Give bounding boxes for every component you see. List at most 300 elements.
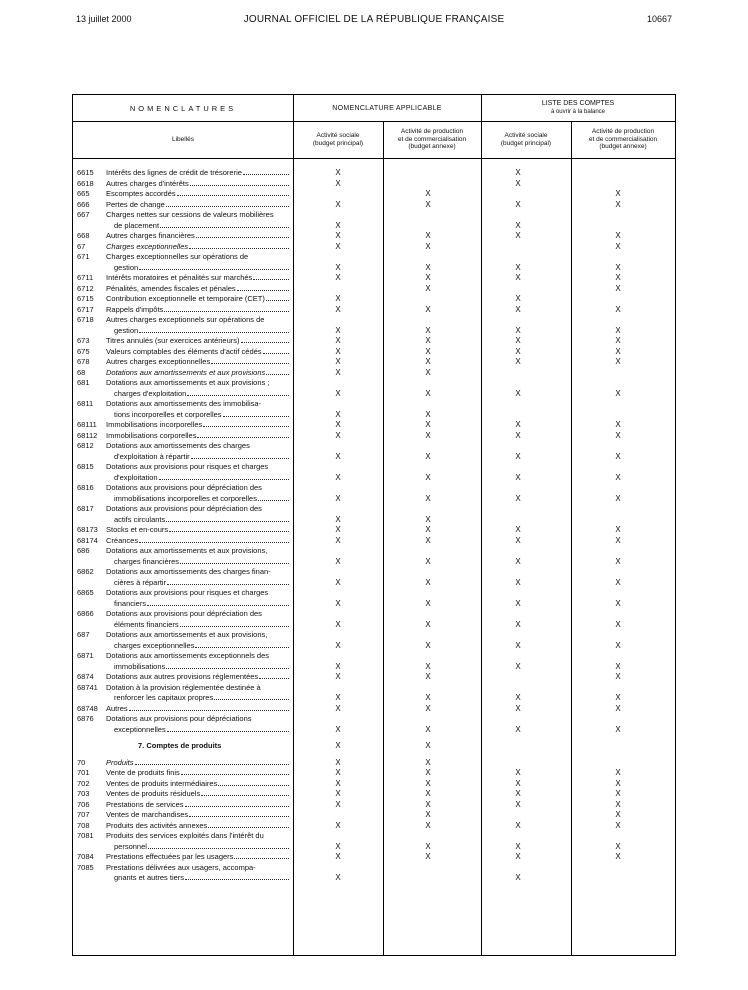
mark-social-principal-liste: X	[515, 168, 521, 177]
mark-production-annexe-liste: X	[615, 672, 621, 681]
mark-production-annexe: X	[425, 304, 431, 314]
section-title: 7. Comptes de produits	[138, 741, 222, 750]
mark-social-principal: X	[335, 168, 341, 177]
mark-production-annexe-liste: X	[615, 388, 621, 398]
account-label	[106, 852, 289, 863]
account-label	[106, 242, 289, 253]
mark-production-annexe: X	[425, 388, 431, 398]
page-header	[76, 14, 672, 28]
mark-social-principal-liste: X	[515, 693, 521, 702]
mark-production-annexe: X	[425, 852, 431, 861]
account-label	[106, 420, 289, 431]
account-label	[106, 431, 289, 442]
mark-production-annexe-liste: X	[615, 189, 621, 198]
label-text: Valeurs comptables des éléments d'actif cédés	[106, 346, 262, 356]
table-row	[73, 536, 675, 547]
mark-production-annexe: X	[425, 810, 431, 819]
table-row	[73, 378, 675, 399]
table-row	[73, 179, 675, 190]
account-label	[106, 863, 289, 884]
mark-social-principal: X	[335, 262, 341, 272]
label-line: Charges exceptionnelles sur opérations de	[106, 252, 249, 261]
account-label	[106, 189, 289, 200]
table-row	[73, 768, 675, 779]
mark-production-annexe: X	[425, 514, 431, 524]
table-row	[73, 810, 675, 821]
column-header-text: Activité de production	[591, 128, 655, 136]
label-line	[106, 189, 289, 200]
leader-dots	[189, 242, 289, 249]
account-code: 6866	[77, 609, 94, 618]
mark-production-annexe-liste: X	[615, 430, 621, 440]
mark-production-annexe-liste: X	[615, 661, 621, 671]
mark-social-principal: X	[335, 640, 341, 650]
column-header-social-principal-liste	[481, 121, 571, 158]
account-code: 6717	[77, 304, 94, 314]
table-row	[73, 609, 675, 630]
account-label	[106, 315, 289, 336]
account-label	[106, 441, 289, 462]
mark-production-annexe: X	[425, 367, 431, 377]
label-line: Prestations délivrées aux usagers, accompa-	[106, 862, 256, 872]
mark-social-principal: X	[335, 778, 341, 788]
mark-production-annexe: X	[425, 820, 431, 830]
mark-production-annexe: X	[425, 841, 431, 851]
mark-production-annexe-liste: X	[615, 420, 621, 429]
mark-social-principal-liste: X	[515, 598, 521, 608]
leader-dots	[263, 347, 289, 354]
mark-social-principal: X	[335, 852, 341, 861]
label-line	[106, 284, 289, 295]
mark-production-annexe-liste: X	[615, 768, 621, 777]
mark-production-annexe: X	[425, 789, 431, 798]
label-text: Prestations effectuées par les usagers	[106, 852, 234, 861]
mark-production-annexe: X	[425, 525, 431, 534]
account-code: 68112	[77, 430, 98, 440]
table-row	[73, 242, 675, 253]
mark-social-principal: X	[335, 556, 341, 566]
mark-production-annexe: X	[425, 189, 431, 198]
mark-social-principal: X	[335, 514, 341, 524]
account-code: 6712	[77, 283, 94, 293]
mark-social-principal: X	[335, 672, 341, 681]
group-header-nomenclatures	[73, 95, 293, 121]
mark-social-principal: X	[335, 768, 341, 777]
mark-production-annexe-liste: X	[615, 820, 621, 830]
account-label	[106, 683, 289, 704]
label-text: financiers	[114, 598, 147, 608]
account-code: 68741	[77, 682, 98, 692]
account-code: 686	[77, 546, 90, 555]
account-code: 667	[77, 210, 90, 219]
label-text: exceptionnelles	[114, 724, 166, 734]
mark-production-annexe-liste: X	[615, 619, 621, 629]
label-line: Dotations aux amortissements et aux provisions ;	[106, 378, 270, 387]
leader-dots	[237, 284, 289, 291]
label-line	[106, 452, 289, 463]
mark-production-annexe: X	[425, 420, 431, 429]
mark-production-annexe: X	[425, 262, 431, 272]
account-code: 6812	[77, 441, 94, 450]
label-line	[106, 336, 289, 347]
leader-dots	[201, 789, 289, 796]
label-text: Prestations de services	[106, 799, 184, 809]
mark-social-principal-liste: X	[515, 346, 521, 356]
leader-dots	[181, 768, 289, 775]
mark-social-principal: X	[335, 619, 341, 629]
account-label	[106, 630, 289, 651]
mark-social-principal: X	[335, 724, 341, 734]
table-row	[73, 305, 675, 316]
mark-social-principal: X	[335, 841, 341, 851]
label-line	[106, 368, 289, 379]
table-row	[73, 852, 675, 863]
leader-dots	[191, 452, 289, 459]
mark-production-annexe: X	[425, 768, 431, 777]
leader-dots	[169, 525, 289, 532]
mark-production-annexe: X	[425, 672, 431, 681]
mark-production-annexe-liste: X	[615, 325, 621, 335]
table-body	[73, 168, 675, 884]
mark-social-principal: X	[335, 199, 341, 209]
table-row	[73, 546, 675, 567]
leader-dots	[214, 693, 289, 700]
mark-social-principal: X	[335, 294, 341, 303]
mark-social-principal: X	[335, 535, 341, 545]
account-code: 687	[77, 630, 90, 639]
label-text: gnants et autres tiers	[114, 873, 185, 882]
table-row	[73, 441, 675, 462]
label-line	[106, 536, 289, 547]
label-line	[106, 842, 289, 853]
mark-social-principal-liste: X	[515, 799, 521, 809]
label-text: gestion	[114, 325, 139, 335]
column-header-text: Activité sociale	[504, 132, 548, 139]
label-text: Pénalités, amendes fiscales et pénales	[106, 283, 236, 293]
label-line	[106, 779, 289, 790]
mark-social-principal: X	[335, 757, 341, 767]
label-line	[106, 725, 289, 736]
account-code: 6817	[77, 504, 94, 513]
label-text: d'exploitation	[114, 472, 158, 482]
label-text: Ventes de produits intermédiaires	[106, 778, 218, 788]
mark-production-annexe: X	[425, 430, 431, 440]
label-line	[106, 273, 289, 284]
mark-social-principal: X	[335, 741, 341, 750]
label-line	[106, 420, 289, 431]
table-row	[73, 347, 675, 358]
mark-social-principal: X	[335, 220, 341, 230]
leader-dots	[234, 852, 289, 859]
account-code: 6811	[77, 399, 94, 408]
account-code: 708	[77, 820, 90, 830]
mark-social-principal-liste: X	[515, 357, 521, 366]
mark-social-principal-liste: X	[515, 294, 521, 303]
mark-production-annexe-liste: X	[615, 577, 621, 587]
label-text: charges financières	[114, 556, 180, 566]
mark-social-principal-liste: X	[515, 640, 521, 650]
label-text: Ventes de marchandises	[106, 810, 189, 819]
mark-social-principal: X	[335, 178, 341, 188]
leader-dots	[167, 725, 289, 732]
label-line	[106, 693, 289, 704]
label-text: Autres	[106, 703, 128, 713]
label-text: Stocks et en-cours	[106, 525, 169, 534]
mark-social-principal: X	[335, 336, 341, 345]
mark-production-annexe-liste: X	[615, 693, 621, 702]
column-header-production-annexe	[383, 121, 481, 158]
mark-social-principal: X	[335, 325, 341, 335]
mark-social-principal-liste: X	[515, 852, 521, 861]
account-label	[106, 252, 289, 273]
page-date: 13 juillet 2000	[76, 14, 132, 24]
mark-production-annexe: X	[425, 273, 431, 282]
account-label	[106, 231, 289, 242]
mark-social-principal-liste: X	[515, 535, 521, 545]
table-row	[73, 357, 675, 368]
label-line	[106, 810, 289, 821]
account-label	[106, 831, 289, 852]
label-text: Contribution exceptionnelle et temporaire (CET)	[106, 294, 265, 303]
leader-dots	[185, 800, 289, 807]
account-code: 6816	[77, 483, 94, 492]
mark-production-annexe-liste: X	[615, 273, 621, 282]
mark-production-annexe: X	[425, 409, 431, 419]
mark-social-principal-liste: X	[515, 661, 521, 671]
account-label	[106, 284, 289, 295]
mark-social-principal-liste: X	[515, 525, 521, 534]
leader-dots	[197, 431, 289, 438]
mark-social-principal: X	[335, 598, 341, 608]
label-line	[106, 389, 289, 400]
leader-dots	[196, 231, 289, 238]
mark-production-annexe: X	[425, 325, 431, 335]
mark-production-annexe-liste: X	[615, 556, 621, 566]
mark-social-principal: X	[335, 661, 341, 671]
table-row	[73, 483, 675, 504]
column-header-text: Activité de production	[400, 128, 464, 136]
leader-dots	[180, 557, 289, 564]
label-line	[106, 873, 289, 884]
mark-production-annexe-liste: X	[615, 703, 621, 713]
account-label	[106, 588, 289, 609]
group-header-applicable	[293, 95, 481, 121]
label-text: immobilisations	[114, 661, 166, 671]
label-line	[106, 768, 289, 779]
label-line	[106, 557, 289, 568]
account-label	[106, 462, 289, 483]
account-label	[106, 294, 289, 305]
label-line: Dotation à la provision réglementée destinée à	[106, 682, 261, 692]
table-row	[73, 284, 675, 295]
mark-social-principal-liste: X	[515, 724, 521, 734]
mark-production-annexe-liste: X	[615, 357, 621, 366]
mark-social-principal-liste: X	[515, 768, 521, 777]
account-code: 68	[77, 367, 86, 377]
table-row	[73, 651, 675, 672]
leader-dots	[185, 873, 289, 880]
mark-social-principal-liste: X	[515, 873, 521, 882]
table-row	[73, 200, 675, 211]
mark-social-principal-liste: X	[515, 273, 521, 282]
table-row	[73, 231, 675, 242]
account-code: 68111	[77, 420, 97, 429]
label-line: Dotations aux amortissements des charges finan-	[106, 567, 271, 576]
account-label	[106, 305, 289, 316]
mark-production-annexe-liste: X	[615, 472, 621, 482]
group-header-liste	[481, 95, 675, 121]
label-line	[106, 758, 289, 769]
group-header-text: NOMENCLATURES	[129, 103, 237, 113]
label-text: Immobilisations incorporelles	[106, 420, 203, 429]
mark-social-principal-liste: X	[515, 430, 521, 440]
leader-dots	[167, 578, 289, 585]
nomenclature-table	[72, 94, 676, 956]
mark-production-annexe-liste: X	[615, 262, 621, 272]
account-code: 701	[77, 768, 90, 777]
label-text: Ventes de produits résiduels	[106, 789, 201, 798]
table-row	[73, 525, 675, 536]
table-row	[73, 779, 675, 790]
table-row	[73, 758, 675, 769]
account-code: 668	[77, 231, 90, 240]
account-label	[106, 357, 289, 368]
label-text: Dotations aux autres provisions réglementées	[106, 672, 259, 681]
mark-production-annexe: X	[425, 619, 431, 629]
mark-production-annexe-liste: X	[615, 199, 621, 209]
mark-social-principal: X	[335, 703, 341, 713]
table-row	[73, 273, 675, 284]
label-text: Produits	[106, 757, 134, 767]
account-label	[106, 536, 289, 547]
label-line: Dotations aux provisions pour dépréciations	[106, 714, 252, 723]
mark-production-annexe: X	[425, 472, 431, 482]
mark-production-annexe: X	[425, 556, 431, 566]
account-label	[106, 210, 289, 231]
column-header-text: et de commercialisation	[588, 135, 658, 143]
label-line	[106, 515, 289, 526]
mark-social-principal: X	[335, 693, 341, 702]
column-header-text: (budget annexe)	[599, 143, 647, 151]
account-code: 671	[77, 252, 90, 261]
account-code: 675	[77, 346, 90, 356]
mark-social-principal-liste: X	[515, 336, 521, 345]
label-line	[106, 326, 289, 337]
mark-social-principal-liste: X	[515, 472, 521, 482]
account-label	[106, 347, 289, 358]
mark-social-principal: X	[335, 409, 341, 419]
leader-dots	[177, 189, 289, 196]
account-label	[106, 179, 289, 190]
mark-production-annexe: X	[425, 283, 431, 293]
account-code: 6874	[77, 672, 94, 681]
mark-production-annexe: X	[425, 451, 431, 461]
mark-social-principal: X	[335, 346, 341, 356]
column-header-text: (budget annexe)	[408, 143, 456, 151]
group-header-subtext: à ouvrir à la balance	[550, 109, 606, 115]
label-line	[106, 672, 289, 683]
label-line	[106, 852, 289, 863]
mark-social-principal: X	[335, 241, 341, 251]
leader-dots	[189, 810, 289, 817]
label-text: personnel	[114, 841, 147, 851]
account-label	[106, 399, 289, 420]
label-line	[106, 347, 289, 358]
account-label	[106, 821, 289, 832]
table-row	[73, 189, 675, 200]
column-header-text: Libellés	[171, 135, 195, 143]
leader-dots	[159, 473, 289, 480]
mark-production-annexe-liste: X	[615, 724, 621, 734]
account-label	[106, 714, 289, 735]
mark-production-annexe-liste: X	[615, 535, 621, 545]
mark-social-principal: X	[335, 577, 341, 587]
label-text: Vente de produits finis	[106, 768, 180, 777]
label-line	[106, 431, 289, 442]
leader-dots	[139, 263, 289, 270]
mark-production-annexe: X	[425, 336, 431, 345]
label-line	[106, 473, 289, 484]
mark-social-principal: X	[335, 799, 341, 809]
table-row	[73, 672, 675, 683]
label-line: Dotations aux provisions pour dépréciation des	[106, 609, 262, 618]
leader-dots	[266, 368, 289, 375]
table-row	[73, 588, 675, 609]
table-row	[73, 821, 675, 832]
column-header-text: (budget principal)	[312, 139, 364, 147]
table-row	[73, 567, 675, 588]
account-code: 707	[77, 810, 90, 819]
label-text: Autres charges exceptionnelles	[106, 357, 211, 366]
label-line	[106, 525, 289, 536]
mark-production-annexe: X	[425, 598, 431, 608]
mark-production-annexe-liste: X	[615, 789, 621, 798]
mark-social-principal-liste: X	[515, 325, 521, 335]
account-label	[106, 567, 289, 588]
table-row	[73, 462, 675, 483]
table-row	[73, 630, 675, 651]
mark-social-principal-liste: X	[515, 231, 521, 240]
label-line: Dotations aux amortissements des charges	[106, 441, 250, 450]
mark-social-principal: X	[335, 873, 341, 882]
mark-production-annexe: X	[425, 357, 431, 366]
mark-production-annexe-liste: X	[615, 346, 621, 356]
mark-social-principal: X	[335, 420, 341, 429]
label-text: Charges exceptionnelles	[106, 241, 189, 251]
mark-production-annexe-liste: X	[615, 231, 621, 240]
account-code: 702	[77, 778, 90, 788]
table-row	[73, 252, 675, 273]
account-label	[106, 704, 289, 715]
mark-social-principal-liste: X	[515, 703, 521, 713]
column-header-social-principal	[293, 121, 383, 158]
label-line: Dotations aux provisions pour risques et charges	[106, 462, 269, 471]
leader-dots	[148, 842, 289, 849]
column-header-text: Activité sociale	[316, 132, 360, 139]
table-row	[73, 714, 675, 735]
leader-dots	[266, 294, 289, 301]
label-line	[106, 357, 289, 368]
mark-production-annexe: X	[425, 703, 431, 713]
mark-social-principal: X	[335, 472, 341, 482]
mark-social-principal: X	[335, 789, 341, 798]
mark-production-annexe: X	[425, 493, 431, 503]
table-row	[73, 420, 675, 431]
label-line	[106, 620, 289, 631]
account-code: 6871	[77, 651, 94, 660]
label-line	[106, 294, 289, 305]
mark-production-annexe-liste: X	[615, 304, 621, 314]
